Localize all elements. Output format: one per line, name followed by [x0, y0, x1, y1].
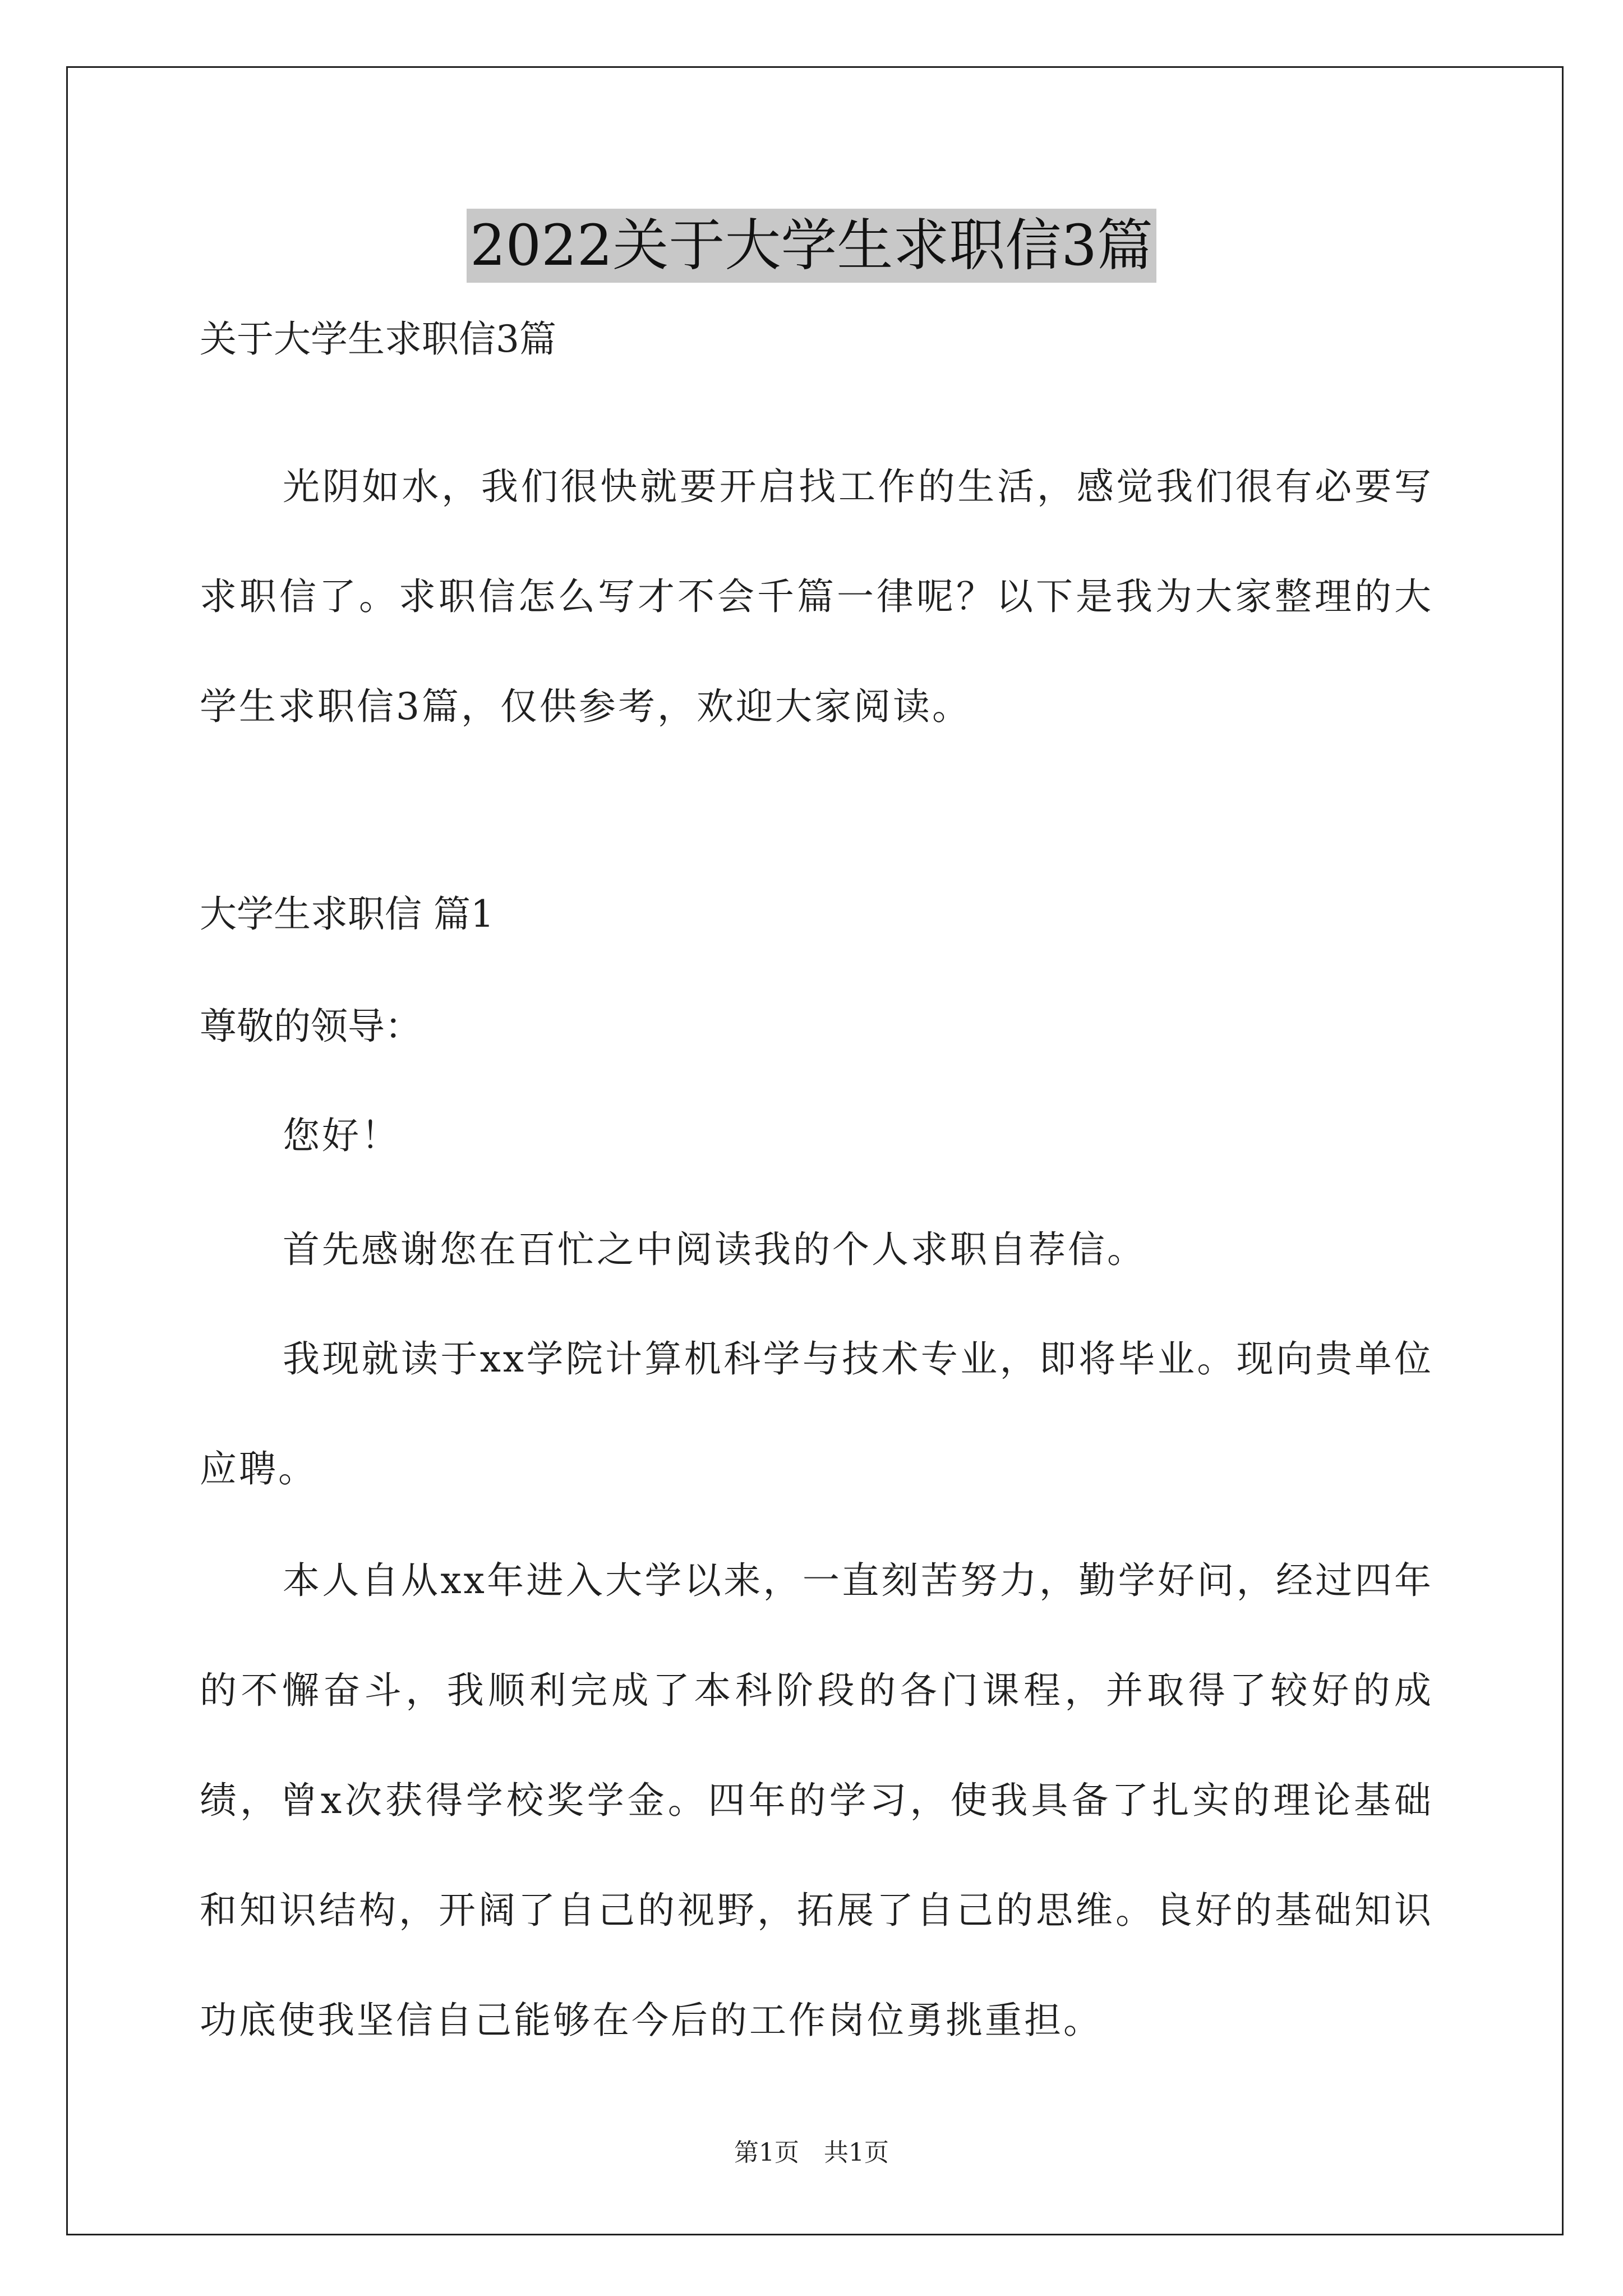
body-paragraph: 我现就读于xx学院计算机科学与技术专业，即将毕业。现向贵单位应聘。 [200, 1337, 1433, 1490]
document-title-text: 2022关于大学生求职信3篇 [467, 209, 1156, 283]
salutation: 尊敬的领导： [200, 1005, 422, 1048]
intro-paragraph: 光阴如水，我们很快就要开启找工作的生活，感觉我们很有必要写求职信了。求职信怎么写才不会千篇一律呢？以下是我为大家整理的大学生求职信3篇，仅供参考，欢迎大家阅读。 [200, 465, 1433, 728]
page-total: 共1页 [824, 2138, 889, 2167]
body-paragraph: 本人自从xx年进入大学以来，一直刻苦努力，勤学好问，经过四年的不懈奋斗，我顺利完成了本科阶段的各门课程，并取得了较好的成绩，曾x次获得学校奖学金。四年的学习，使我具备了扎实的理论基础和知识结构，开阔了自己的视野，拓展了自己的思维。良好的基础知识功底使我坚信自己能够在今后的工作岗位勇挑重担。 [200, 1559, 1433, 2042]
document-title [0, 209, 1623, 283]
page-footer [0, 2136, 1623, 2170]
greeting: 您好！ [283, 1114, 400, 1157]
document-subtitle: 关于大学生求职信3篇 [200, 318, 556, 361]
page-number: 第1页 [734, 2138, 799, 2167]
body-paragraph: 首先感谢您在百忙之中阅读我的个人求职自荐信。 [283, 1228, 1146, 1271]
section-heading: 大学生求职信 篇1 [200, 892, 494, 936]
